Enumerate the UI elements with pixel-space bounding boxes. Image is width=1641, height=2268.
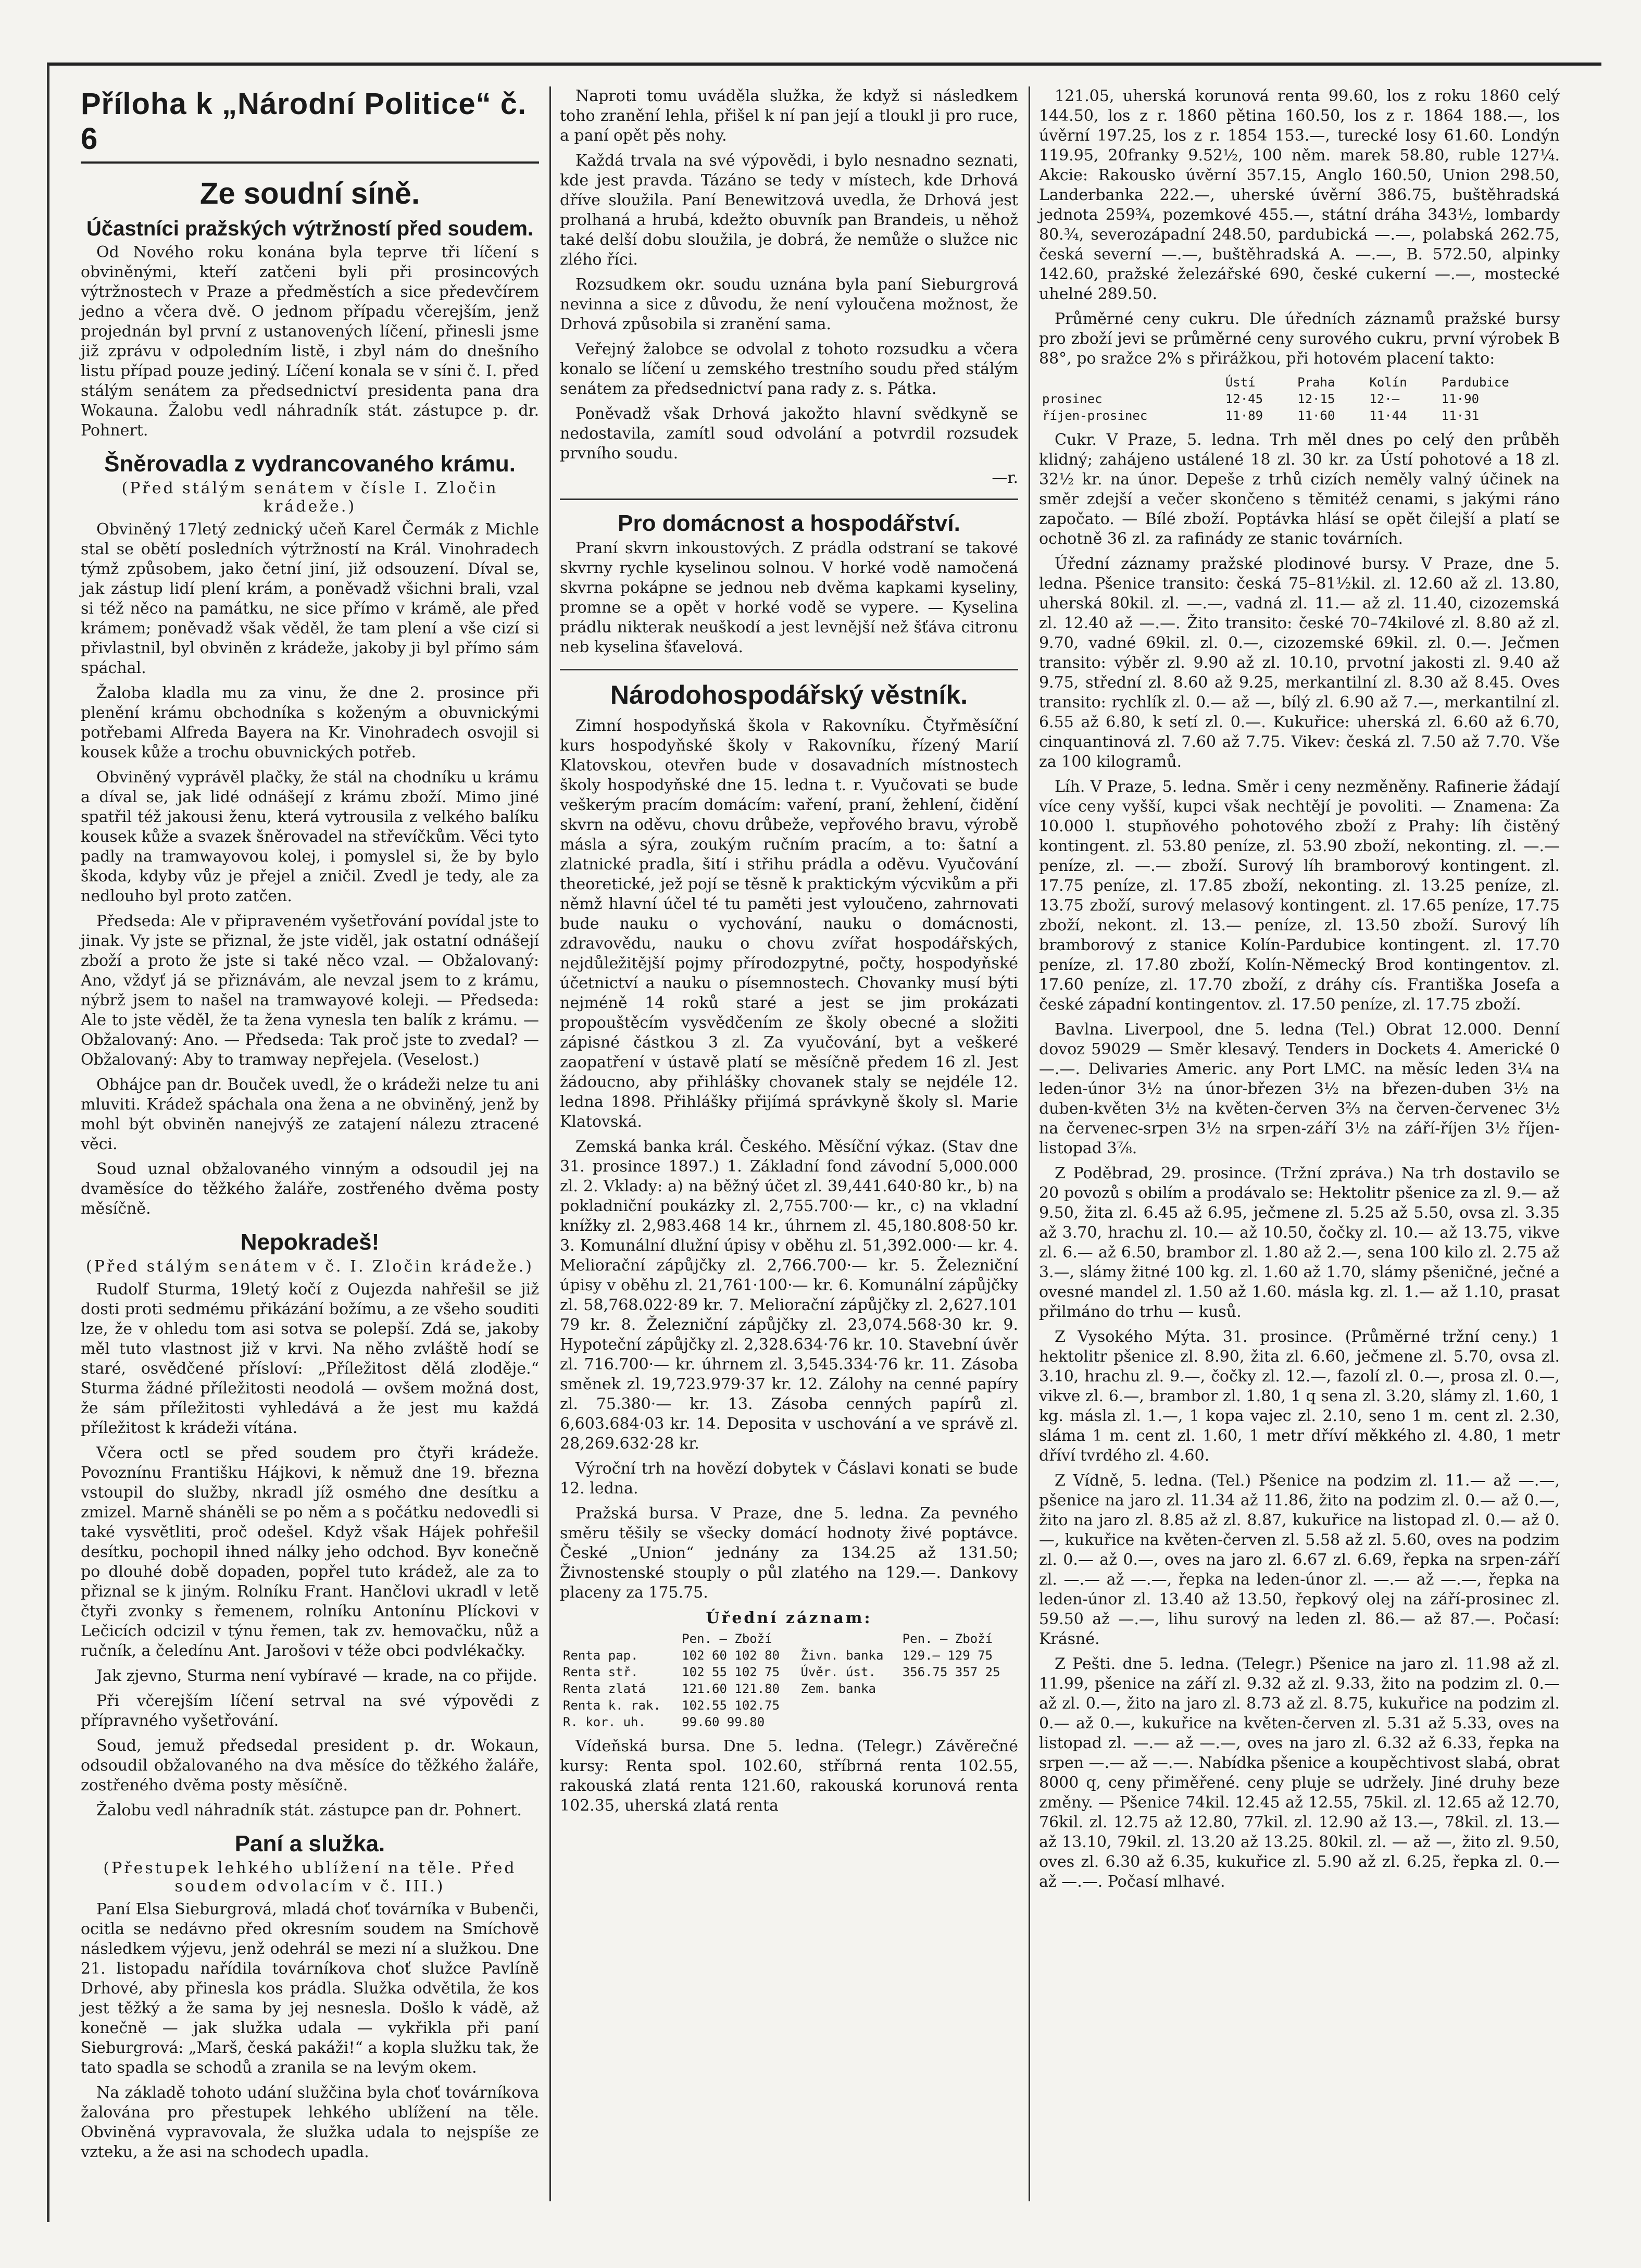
article-paragraph: Rudolf Sturma, 19letý kočí z Oujezda nahřešil se již dosti proti sedmému přikázání božímu, a ze všeho souditi lze, že v ohledu tom asi sotva se polepší. Zdá se, jakoby měl tuto vlastnost již v krvi. Na něho zvláště hodí se staré, osvědčené přísloví: „Příležitost dělá zloděje.“ Sturma žádné příležitosti neodolá — ovšem možná dost, že sám příležitosti vyhledává a že jest mu každá příležitost k krádeži vítána. [81, 1280, 539, 1437]
table-row [560, 1680, 1018, 1697]
table-cell: R. kor. uh. [563, 1715, 646, 1729]
article-title: Účastníci pražských výtržností před soudem. [86, 217, 534, 240]
table-cell [899, 1714, 1018, 1730]
article-paragraph: Praní skvrn inkoustových. Z prádla odstraní se takové skvrny rychle kyselinou solnou. V horké vodě namočená skvrna pokápne se jednou neb dvěma kapkami kyseliny, promne se a opět v horké vodě se vypere. — Kyselina prádlu nikterak neuškodí a jest levnější než šťáva citronu neb kyselina šťavelová. [560, 539, 1018, 656]
article-paragraph: Při včerejším líčení setrval na své výpovědi z přípravného vyšetřování. [81, 1692, 539, 1730]
table-header-cell: Kolín [1369, 375, 1407, 390]
table-cell: 12·45 [1225, 392, 1263, 406]
article-paragraph: Poněvadž však Drhová jakožto hlavní svědkyně se nedostavila, zamítl soud odvolání a potvrdil rozsudek prvního soudu. [560, 405, 1018, 463]
article-paragraph: Naproti tomu uváděla služka, že když si následkem toho zranění lehla, přišel k ní pan její a tloukl ji pro ruce, a paní opět pěs nohy. [560, 87, 1018, 145]
table-cell: Živn. banka [800, 1648, 884, 1663]
article-paragraph: Obviněný vyprávěl plačky, že stál na chodníku u krámu a díval se, jak lidé odnášejí z krámu zboží. Mimo jiné spatřil též jakousi ženu, která vytrousila z velkého balíku kousek kůže a svazek šněrovadel na střevíčkům. Věci tyto padly na tramwayovou kolej, i pomyslel si, že by bylo škoda, kdyby vůz je přejel a zničil. Zvedl je tedy, ale za nedlouho byl proto zatčen. [81, 768, 539, 905]
table-cell: Úvěr. úst. [800, 1665, 876, 1679]
column-rule [1029, 86, 1030, 2201]
article-paragraph: Z Pešti. dne 5. ledna. (Telegr.) Pšenice na jaro zl. 11.98 až zl. 11.99, pšenice na září zl. 9.32 až zl. 9.33, žito na podzim zl. 0.— až zl. 0.—, žito na jaro zl. 8.73 až zl. 8.75, kukuřice na podzim zl. 0.— až 0.—, kukuřice na květen-červen zl. 5.31 až 5.33, oves na listopad zl. —.— až —.—, oves na jaro zl. 6.32 až 6.33, řepka na srpen —.— až —.—. Nabídka pšenice a koupěchtivost slabá, obrat 8000 q, ceny přiměřené. ceny pluje se udržely. Jiné druhy beze změny. — Pšenice 74kil. 12.45 až 12.55, 75kil. zl. 12.65 až 12.70, 76kil. zl. 12.75 až 12.80, 77kil. zl. 12.90 až 13.—, 78kil. zl. 13.— až 13.10, 79kil. zl. 13.20 až 13.25. 80kil. zl. — až —, žito zl. 9.50, oves zl. 6.30 až 6.35, kukuřice zl. 5.90 až zl. 6.25, řepka zl. 0.— až —.—. Počasí mlhavé. [1039, 1655, 1560, 1891]
article-paragraph: Obhájce pan dr. Bouček uvedl, že o krádeži nelze tu ani mluviti. Krádež spáchala ona žena a ne obviněný, jenž by mohl být obviněn nanejvýš ze zatajení nálezu ztracené věci. [81, 1076, 539, 1153]
article-paragraph: Líh. V Praze, 5. ledna. Směr i ceny nezměněny. Rafinerie žádají více ceny vyšší, kupci však nechtějí je povoliti. — Znamena: Za 10.000 l. stupňového pohotového zboží z Prahy: líh čistěný kontingent. zl. 53.80 peníze, zl. 53.90 zboží, nekonting. zl. —.— peníze, zl. —.— zboží. Surový líh bramborový kontingent. zl. 17.75 peníze, zl. 17.85 zboží, nekonting. zl. 13.25 peníze, zl. 13.75 zboží, surový melasový kontingent. zl. 17.65 peníze, 17.75 zboží, nekont. zl. 13.— peníze, zl. 13.50 zboží. Surový líh bramborový z stanice Kolín-Pardubice kontingent. zl. 17.70 peníze, zl. 17.80 zboží, Kolín-Německý Brod kontingentov. zl. 17.60 peníze, zl. 17.70 zboží, z dráhy cís. Františka Josefa a české západní kontingentov. zl. 17.50 peníze, zl. 17.75 zboží. [1039, 778, 1560, 1014]
article-paragraph: Od Nového roku konána byla teprve tři líčení s obviněnými, kteří zatčeni byli při prosincových výtržnostech v Praze a předměstích a sice předevčírem jedno a včera dvě. O jednom případu včerejším, jenž projednán byl první z ustanovených líčení, přinesli jsme již zprávu v odpoledním listě, i zbyl nám do dnešního listu případ pouze jediný. Líčení konala se v síni č. I. před stálým senátem za předsednictví presidenta pana dra Wokauna. Žalobu vedl náhradník stát. zástupce p. dr. Pohnert. [81, 243, 539, 440]
table-header-cell [560, 1630, 679, 1647]
table-header-cell: Pardubice [1441, 375, 1509, 390]
article-title: Nepokradeš! [240, 1229, 380, 1255]
column-3 [1039, 86, 1560, 1897]
table-cell [797, 1714, 899, 1730]
table-cell [899, 1697, 1018, 1714]
table-cell: 121.60 121.80 [682, 1681, 780, 1696]
table-row [560, 1664, 1018, 1680]
article-paragraph: Rozsudkem okr. soudu uznána byla paní Sieburgrová nevinna a sice z důvodu, že není vyloučena možnost, že Drhová způsobila si zranění sama. [560, 276, 1018, 333]
quotes-title: Úřední záznam: [706, 1609, 872, 1627]
table-cell: 356.75 357 25 [902, 1665, 1000, 1679]
article-paragraph: Soud uznal obžalovaného vinným a odsoudil jej na dvaměsíce do těžkého žaláře, zostřeného dvěma posty měsíčně. [81, 1160, 539, 1218]
article-signature: —r. [992, 469, 1018, 487]
table-cell: Renta stř. [563, 1665, 638, 1679]
table-row [560, 1714, 1018, 1730]
article-paragraph: Z Poděbrad, 29. prosince. (Tržní zpráva.) Na trh dostavilo se 20 povozů s obilím a prodávalo se: Hektolitr pšenice za zl. 9.— až 9.50, žita zl. 6.45 až 6.95, ječmene zl. 5.25 až 5.50, ovsa zl. 3.35 až 3.70, hrachu zl. 10.— až 10.50, čočky zl. 10.— až 13.75, vikve zl. 6.— až 6.50, brambor zl. 1.80 až 2.—, sena 100 kilo zl. 2.75 až 3.—, slámy žitné 100 kg. zl. 1.60 až 1.70, slámy pšeničné, ječné a ovesné mandel zl. 1.50 až 1.60. másla kg. zl. 1.— až 1.10, prasat přilmáno do trhu — kusů. [1039, 1164, 1560, 1321]
table-cell: 11·44 [1369, 408, 1407, 423]
article-paragraph: Soud, jemuž předsedal president p. dr. Wokaun, odsoudil obžalovaného na dva měsíce do těžkého žaláře, zostřeného dvěma posty měsíčně. [81, 1737, 539, 1795]
table-cell: 129.— 129 75 [902, 1648, 993, 1663]
article-paragraph: Každá trvala na své výpovědi, i bylo nesnadno seznati, kde jest pravda. Tázáno se tedy v místech, kde Drhová dříve sloužila. Paní Benewitzová uvedla, že Drhová jest prolhaná a hrubá, kdežto obuvník pan Brandeis, u něhož také delší dobu sloužila, je dobrá, že nemůže o služce nic zlého říci. [560, 152, 1018, 269]
courts-section-title: Ze soudní síně. [199, 177, 420, 210]
article-paragraph: Předseda: Ale v připraveném vyšetřování povídal jste to jinak. Vy jste se přiznal, že jste viděl, jak ostatní odnášejí zboží a proto že jste si také něco vzal. — Obžalovaný: Ano, vždyť já se přiznávám, ale nevzal jsem to z krámu, nýbrž jsem to našel na tramwayové koleji. — Předseda: Ale to jste věděl, že ta žena vynesla ten balík z krámu. — Obžalovaný: Ano. — Předseda: Tak proč jste to zvedal? — Obžalovaný: Aby to tramway nepřejela. (Veselost.) [81, 912, 539, 1069]
article-paragraph: Zimní hospodyňská škola v Rakovníku. Čtyřměsíční kurs hospodyňské školy v Rakovníku, řízený Marií Klatovskou, otevřen bude v dosavadních místnostech školy hospodyňské dne 15. ledna t. r. Vyučovati se bude veškerým pracím domácím: vaření, praní, žehlení, čidění skvrn na oděvu, chovu drůbeže, vepřového bravu, výrobě másla a sýra, zoukým ručním pracím, a to: šatní a zlatnické pradla, šití i střihu prádla a oděvu. Vyučování theoretické, jež pojí se těsně k praktickým výcvikům a při němž hlavní účel té tu paměti jest vyloučeno, zahrnovati bude nauku o vychování, nauku o domácnosti, zdravovědu, nauku o chovu zvířat hospodářských, nejdůležitější pojmy přírodozpytné, počty, hospodyňské účetnictví a nauku o písemnostech. Chovanky musí býti nejméně 14 roků staré a jest se jim prokázati propouštěcím vysvědčením ze školy obecné a složiti zápisné částkou 3 zl. Za vyučování, byt a veškeré zaopatření v ústavě platí se měsíčně předem 16 zl. Jest žádoucno, aby přihlášky chovanek staly se nejdéle 12. ledna 1898. Přihlášky přijímá správkyně školy sl. Marie Klatovská. [560, 717, 1018, 1131]
article-paragraph: Zemská banka král. Českého. Měsíční výkaz. (Stav dne 31. prosince 1897.) 1. Základní fond závodní 5,000.000 zl. 2. Vklady: a) na běžný účet zl. 39,441.640·80 kr., b) na pokladniční poukázky zl. 2,755.700·— kr., c) na vkladní knížky zl. 2,983.468 14 kr., úhrnem zl. 45,180.808·50 kr. 3. Komunální dlužní úpisy v oběhu zl. 51,392.000·— kr. 4. Meliorační zápůjčky zl. 2,766.700·— kr. 5. Železniční úpisy v oběhu zl. 21,761·100·— kr. 6. Komunální zápůjčky zl. 58,768.022·89 kr. 7. Meliorační zápůjčky zl. 2,627.101 79 kr. 8. Železniční zápůjčky zl. 23,074.568·30 kr. 9. Hypoteční zápůjčky zl. 2,328.634·76 kr. 10. Stavební úvěr zl. 716.700·— kr. úhrnem zl. 3,545.334·76 kr. 11. Zásoba směnek zl. 19,723.979·37 kr. 12. Zálohy na cenné papíry zl. 75.380·— kr. 13. Zásoba cenných papírů zl. 6,603.684·03 kr. 14. Deposita v uschování a ve správě zl. 28,269.632·28 kr. [560, 1138, 1018, 1453]
article-paragraph: Paní Elsa Sieburgrová, mladá choť továrníka v Bubenči, ocitla se nedávno před okresním soudem na Smíchově následkem výjevu, jenž odehrál se mezi ní a služkou. Dne 21. listopadu nařídila továrníkova choť služce Pavlíně Drhové, aby přinesla kos prádla. Služka odvětila, že kos jest těžký a že sama by jej nesnesla. Došlo k vádě, až konečně — jak služka udala — vykřikla při paní Sieburgrová: „Marš, česká pakáži!“ a kopla služku tak, že tato spadla se schodů a zranila se na levým okem. [81, 1900, 539, 2077]
column-1 [81, 86, 539, 2167]
table-header-row [1039, 374, 1560, 391]
table-cell: Zem. banka [800, 1681, 876, 1696]
table-cell: 11·89 [1225, 408, 1263, 423]
article-paragraph: Žaloba kladla mu za vinu, že dne 2. prosince při plenění krámu obchodníka s koženým a obuvnickými potřebami Alfreda Bayera na Kr. Vinohradech osvojil si kousek kůže a trochu obuvnických potřeb. [81, 684, 539, 762]
article-paragraph: 121.05, uherská korunová renta 99.60, los z roku 1860 celý 144.50, los z r. 1860 pětina 160.50, los z r. 1864 188.—, los úvěrní 197.25, los z r. 1854 153.—, turecké losy 61.60. Londýn 119.95, 20franky 9.52½, 100 něm. marek 58.80, ruble 127¼. Akcie: Rakousko úvěrní 357.15, Anglo 160.50, Union 298.50, Landerbanka 222.—, uherské úvěrní 386.75, buštěhradská jednota 259¾, pozemkové 455.—, státní dráha 343½, lombardy 80.¾, severozápadní 248.50, pardubická —.—, polabská 262.75, česká severní —.—, buštěhradská A. —.—, B. 572.50, alpinky 142.60, pražské železářské 690, české cukerní —.—, mostecké uhelné 289.50. [1039, 87, 1560, 303]
table-cell: 102.55 102.75 [682, 1698, 780, 1713]
newspaper-page [47, 63, 1601, 2222]
article-paragraph: Průměrné ceny cukru. Dle úředních záznamů pražské bursy pro zboží jevi se průměrné ceny surového cukru, první výrobek B 88°, po sražce 2% s přirážkou, při hotovém placení takto: [1039, 310, 1560, 368]
table-row [560, 1697, 1018, 1714]
article-paragraph: Vídeňská bursa. Dne 5. ledna. (Telegr.) Závěrečné kursy: Renta spol. 102.60, stříbrná renta 102.55, rakouská zlatá renta 121.60, rakouská korunová renta 102.35, uherská zlatá renta [560, 1737, 1018, 1815]
section-divider [560, 669, 1018, 670]
table-header-cell: Pen. — Zboží [902, 1631, 993, 1646]
table-cell: 11·31 [1441, 408, 1480, 423]
article-subtitle: (Před stálým senátem v čísle I. Zločin krádeže.) [121, 479, 498, 516]
table-cell: Renta zlatá [563, 1681, 646, 1696]
table-row [560, 1647, 1018, 1664]
article-paragraph: Veřejný žalobce se odvolal z tohoto rozsudku a včera konalo se líčení u zemského trestního soudu před stálým senátem za předsednictví pana rady z. s. Pátka. [560, 340, 1018, 398]
table-cell: 12·— [1369, 392, 1400, 406]
table-header-cell: Praha [1297, 375, 1335, 390]
table-cell [797, 1697, 899, 1714]
table-cell: Renta pap. [563, 1648, 638, 1663]
column-2 [560, 86, 1018, 1821]
table-header-cell [1039, 374, 1222, 391]
economy-section-title: Národohospodářský věstník. [610, 680, 968, 709]
article-paragraph: Žalobu vedl náhradník stát. zástupce pan dr. Pohnert. [96, 1801, 522, 1820]
table-row [1039, 407, 1560, 424]
table-cell: 11·60 [1297, 408, 1335, 423]
table-cell: 11·90 [1441, 392, 1480, 406]
article-paragraph: Úřední záznamy pražské plodinové bursy. V Praze, dne 5. ledna. Pšenice transito: česká 75–81½kil. zl. 12.60 až zl. 13.80, uherská 80kil. zl. —.—, vadná zl. 11.— až zl. 11.40, cizozemská zl. 12.40 až —.—. Žito transito: české 70–74kilové zl. 8.80 až zl. 9.70, vadné 69kil. zl. 0.—, cizozemské 69kil. zl. 0.—. Ječmen transito: výběr zl. 9.90 až zl. 10.10, prvotní jakosti zl. 9.40 až 9.75, střední zl. 8.60 až 9.25, merkantilní zl. 8.30 až 8.45. Oves transito: rychlík zl. 0.— až —, bílý zl. 6.90 až 7.—, merkantilní zl. 6.55 až 6.80, k setí zl. 0.—. Kukuřice: uherská zl. 6.60 až 6.70, cinquantinová zl. 7.60 až 7.75. Vikev: česká zl. 7.50 až 7.70. Vše za 100 kilogramů. [1039, 555, 1560, 771]
article-paragraph: Z Vysokého Mýta. 31. prosince. (Průměrné tržní ceny.) 1 hektolitr pšenice zl. 8.90, žita zl. 6.60, ječmene zl. 5.70, ovsa zl. 3.10, hrachu zl. 9.—, čočky zl. 12.—, fazolí zl. 0.—, prosa zl. 0.—, vikve zl. 6.—, brambor zl. 1.80, 1 q sena zl. 3.20, slámy zl. 1.60, 1 kg. másla zl. 1.—, 1 kopa vajec zl. 2.10, seno 1 m. cent zl. 2.30, sláma 1 m. cent zl. 1.60, 1 metr dříví měkkého zl. 4.80, 1 metr dříví tvrdého zl. 4.60. [1039, 1328, 1560, 1465]
article-paragraph: Výroční trh na hovězí dobytek v Čáslavi konati se bude 12. ledna. [560, 1460, 1018, 1498]
article-subtitle: (Před stálým senátem v č. I. Zločin krádeže.) [86, 1257, 534, 1276]
table-cell [899, 1680, 1018, 1697]
article-paragraph: Včera octl se před soudem pro čtyři krádeže. Povoznínu Františku Hájkovi, k němuž dne 19. března vstoupil do služby, nkradl jíž osmého dne desítku a zmizel. Marně sháněli se po něm a s počátku nedovedli si také vysvětliti, proč odešel. Když však Hájek pohřešil desítku, pochopil ihned nálky jeho odchod. Byv konečně po dlouhé době dopaden, popřel tuto krádež, ale za to přiznal se k jiným. Rolníku Frant. Hančlovi ukradl v letě čtyři zvonky s řemenem, rolníku Antonínu Plíckovi v Lečicích odcizil v týnu řemen, tak zv. hemovačku, nůž a ručník, a čeledínu Ant. Jarošovi v téže obci podvlékačky. [81, 1444, 539, 1660]
masthead: Příloha k „Národní Politice“ č. 6 [81, 86, 539, 164]
sugar-price-table [1039, 374, 1560, 424]
table-header-cell [797, 1630, 899, 1647]
table-cell: 102 60 102 80 [682, 1648, 780, 1663]
article-paragraph: Pražská bursa. V Praze, dne 5. ledna. Za pevného směru těšily se všecky domácí hodnoty živé poptávce. České „Union“ jednány za 134.25 až 131.50; Živnostenské stouply o půl zlatého na 129.—. Dankovy placeny za 175.75. [560, 1504, 1018, 1602]
article-paragraph: Cukr. V Praze, 5. ledna. Trh měl dnes po celý den průběh klidný; zahájeno ustálené 18 zl. 30 kr. za Ústí pohotové a 18 zl. 32½ kr. na únor. Depeše z trhů cizích neměly valný účinek na směr zdejší a večer skončeno s těmitéž cenami, s jakými ráno započato. — Bílé zboží. Poptávka hlásí se opět čilejší a platí se ochotně 36 zl. za rafinády ze stanic továrních. [1039, 431, 1560, 548]
household-section-title: Pro domácnost a hospodářství. [618, 510, 960, 536]
table-cell: 102 55 102 75 [682, 1665, 780, 1679]
table-cell: Renta k. rak. [563, 1698, 661, 1713]
column-rule [549, 86, 551, 2201]
table-header-cell: Pen. — Zboží [682, 1631, 772, 1646]
article-paragraph: Jak zjevno, Sturma není vybíravé — krade, na co přijde. [96, 1667, 537, 1685]
table-cell: prosinec [1042, 392, 1103, 406]
article-subtitle: (Přestupek lehkého ublížení na těle. Před soudem odvolacím v č. III.) [103, 1859, 517, 1896]
table-cell: 99.60 99.80 [682, 1715, 765, 1729]
article-title: Paní a služka. [234, 1831, 385, 1856]
quotes-table [560, 1630, 1018, 1730]
table-cell: říjen-prosinec [1042, 408, 1148, 423]
table-cell: 12·15 [1297, 392, 1335, 406]
article-paragraph: Z Vídně, 5. ledna. (Tel.) Pšenice na podzim zl. 11.— až —.—, pšenice na jaro zl. 11.34 až 11.86, žito na podzim zl. 0.— až 0.—, žito na jaro zl. 8.85 až zl. 8.87, kukuřice na listopad zl. 0.— až 0.—, kukuřice na květen-červen zl. 5.58 až zl. 5.60, oves na podzim zl. 0.— až 0.—, oves na jaro zl. 6.67 zl. 6.69, řepka na srpen-září zl. —.— až —.—, řepka na leden-únor zl. —.— až —.—, řepka na leden-únor zl. 13.40 až 13.50, řepkový olej na září-prosinec zl. 59.50 až —.—, lihu surový na leden zl. 86.— až 87.—. Počasí: Krásné. [1039, 1472, 1560, 1648]
table-header-cell: Ústí [1225, 375, 1256, 390]
table-header-row [560, 1630, 1018, 1647]
article-paragraph: Na základě tohoto udání služčina byla choť továrníkova žalována pro přestupek lehkého ublížení na těle. Obviněná vypravovala, že služka udala to nejspíše ze vzteku, a že asi na schodech upadla. [81, 2084, 539, 2161]
article-paragraph: Obviněný 17letý zednický učeň Karel Čermák z Michle stal se obětí posledních výtržností na Král. Vinohradech týmž způsobem, jako četní jiní, již odsouzení. Díval se, jak zástup lidí plení krám, a poněvadž všichni brali, vzal si též něco na památku, ne sice přímo v krámě, ale před krámem; poněvadž však věděl, že tam plení a vše cizí si přivlastnil, byl obviněn z krádeže, jakoby ji byl přímo sám spáchal. [81, 520, 539, 677]
section-divider [560, 499, 1018, 500]
table-row [1039, 391, 1560, 407]
article-title: Šněrovadla z vydrancovaného krámu. [104, 451, 516, 477]
article-paragraph: Bavlna. Liverpool, dne 5. ledna (Tel.) Obrat 12.000. Denní dovoz 59029 — Směr klesavý. Tenders in Dockets 4. Americké 0 —.—. Delivaries Americ. any Port LMC. na měsíc leden 3¼ na leden-únor 3½ na únor-březen 3½ na březen-duben 3½ na duben-květen 3½ na květen-červen 3⅔ na červen-červenec 3½ na červenec-srpen 3½ na srpen-září 3½ na září-říjen 3½ říjen-listopad 3⅞. [1039, 1020, 1560, 1157]
